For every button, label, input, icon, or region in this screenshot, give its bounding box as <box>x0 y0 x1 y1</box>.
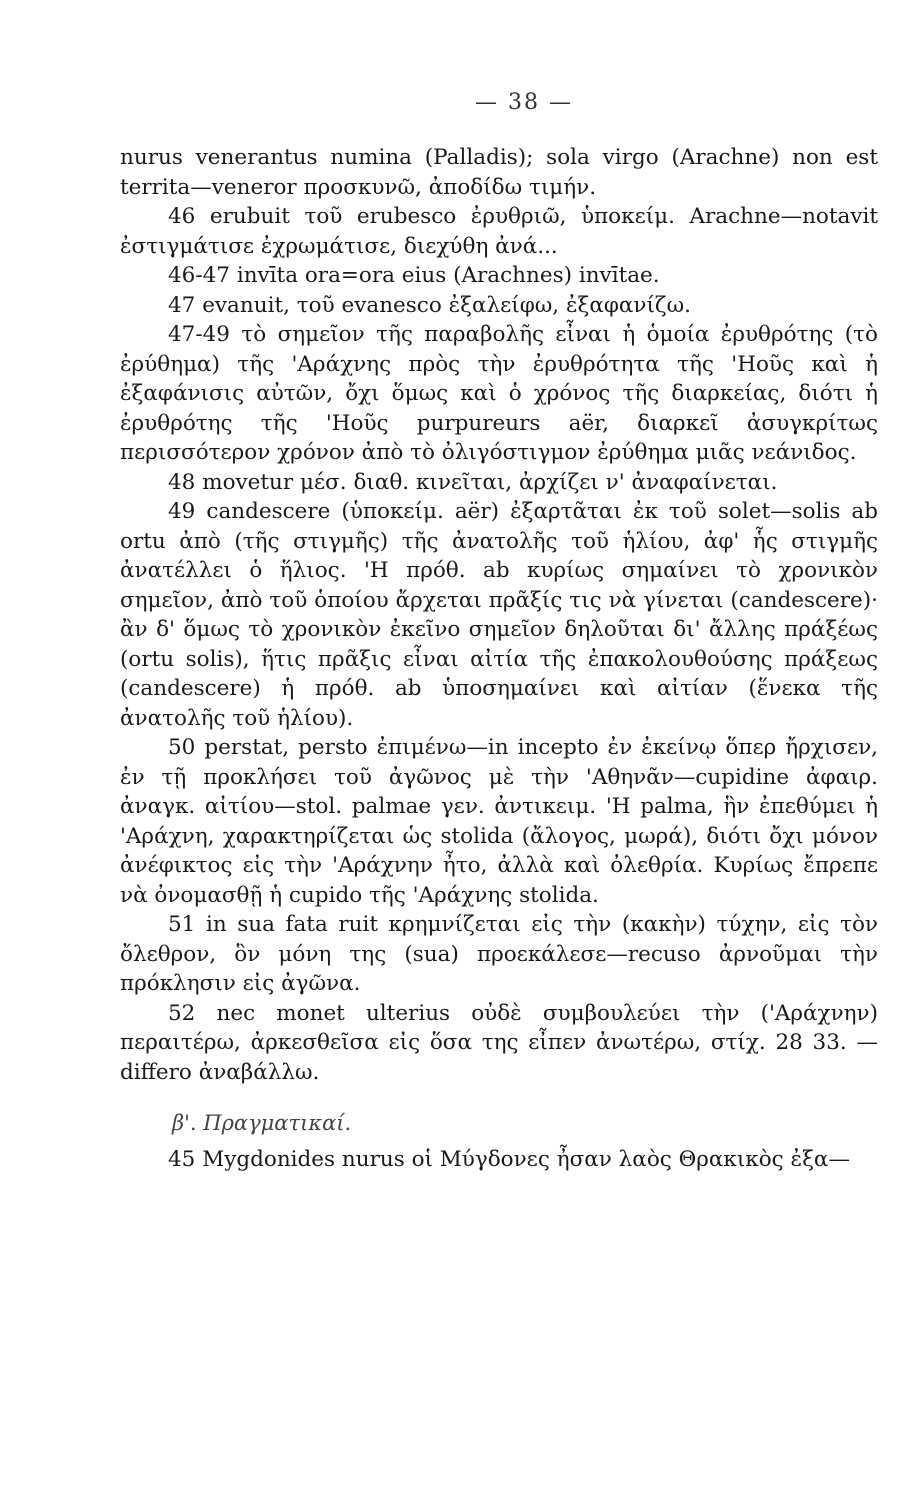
paragraph-46-47: 46-47 invīta ora=ora eius (Arachnes) invītae. <box>168 263 660 288</box>
page-number: — 38 — <box>475 90 573 115</box>
paragraph-46: 46 erubuit τοῦ erubesco ἐρυθριῶ, ὑποκείμ. Arachne—notavit ἐστιγμάτισε ἐχρωμάτισε, διεχύθη ἀνά... <box>120 204 878 259</box>
paragraph-47-49: 47-49 τὸ σημεῖον τῆς παραβολῆς εἶναι ἡ ὁμοία ἐρυθρότης (τὸ ἐρύθημα) τῆς 'Αράχνης πρὸς τὴν ἐρυθρότητα τῆς 'Ηοῦς καὶ ἡ ἐξαφάνισις αὐτῶν, ὄχι ὅμως καὶ ὁ χρόνος τῆς διαρκείας, διότι ἡ ἐρυθρότης τῆς 'Ηοῦς purpureurs aër, διαρκεῖ ἀσυγκρίτως περισσότερον χρόνον ἀπὸ τὸ ὀλιγόστιγμον ἐρύθημα μιᾶς νεάνιδος. <box>120 322 878 465</box>
paragraph-45-mygdonides: 45 Mygdonides nurus οἱ Μύγδονες ἦσαν λαὸς Θρακικὸς ἐξα— <box>168 1146 850 1172</box>
paragraph-52: 52 nec monet ulterius οὐδὲ συμβουλεύει τὴν ('Αράχνην) περαιτέρω, ἀρκεσθεῖσα εἰς ὅσα της εἶπεν ἀνωτέρω, στίχ. 28 33. —differo ἀναβάλλω. <box>120 1000 878 1085</box>
paragraph-49: 49 candescere (ὑποκείμ. aër) ἐξαρτᾶται ἐκ τοῦ solet—solis ab ortu ἀπὸ (τῆς στιγμῆς) τῆς ἀνατολῆς τοῦ ἡλίου, ἀφ' ἧς στιγμῆς ἀνατέλλει ὁ ἥλιος. 'Η πρόθ. ab κυρίως σημαίνει τὸ χρονικὸν σημεῖον, ἀπὸ τοῦ ὁποίου ἄρχεται πρᾶξίς τις νὰ γίνεται (candescere)· ἂν δ' ὅμως τὸ χρονικὸν ἐκεῖνο σημεῖον δηλοῦται δι' ἄλλης πράξέως (ortu solis), ἥτις πρᾶξις εἶναι αἰτία τῆς ἐπακολουθούσης πράξεως (candescere) ἡ πρόθ. ab ὑποσημαίνει καὶ αἰτίαν (ἕνεκα τῆς ἀνατολῆς τοῦ ἡλίου). <box>120 499 878 731</box>
paragraph-47: 47 evanuit, τοῦ evanesco ἐξαλείφω, ἐξαφανίζω. <box>168 292 691 318</box>
section-heading: β'. Πραγματικαί. <box>172 1111 352 1135</box>
paragraph-50: 50 perstat, persto ἐπιμένω—in incepto ἐν ἐκείνῳ ὅπερ ἤρχισεν, ἐν τῇ προκλήσει τοῦ ἀγῶνος μὲ τὴν 'Αθηνᾶν—cupidine ἀφαιρ. ἀναγκ. αἰτίου—stol. palmae γεν. ἀντικειμ. 'Η palma, ἣν ἐπεθύμει ἡ 'Αράχνη, χαρακτηρίζεται ὡς stolida (ἄλογος, μωρά), διότι ὄχι μόνον ἀνέφικτος εἰς τὴν 'Αράχνην ἦτο, ἀλλὰ καὶ ὀλεθρία. Κυρίως ἔπρεπε νὰ ὀνομασθῇ ἡ cupido τῆς 'Αράχνης stolida. <box>120 735 878 908</box>
paragraph-nurus: nurus venerantus numina (Palladis); sola virgo (Arachne) non est territa—veneror προσκυνῶ, ἀποδίδω τιμήν. <box>120 145 878 200</box>
commentary-text <box>120 143 878 1174</box>
paragraph-51: 51 in sua fata ruit κρημνίζεται εἰς τὴν (κακὴν) τύχην, εἰς τὸν ὄλεθρον, ὃν μόνη της (sua) προεκάλεσε—recuso ἀρνοῦμαι τὴν πρόκλησιν εἰς ἀγῶνα. <box>120 912 878 996</box>
paragraph-48: 48 movetur μέσ. διαθ. κινεῖται, ἀρχίζει ν' ἀναφαίνεται. <box>168 469 778 495</box>
